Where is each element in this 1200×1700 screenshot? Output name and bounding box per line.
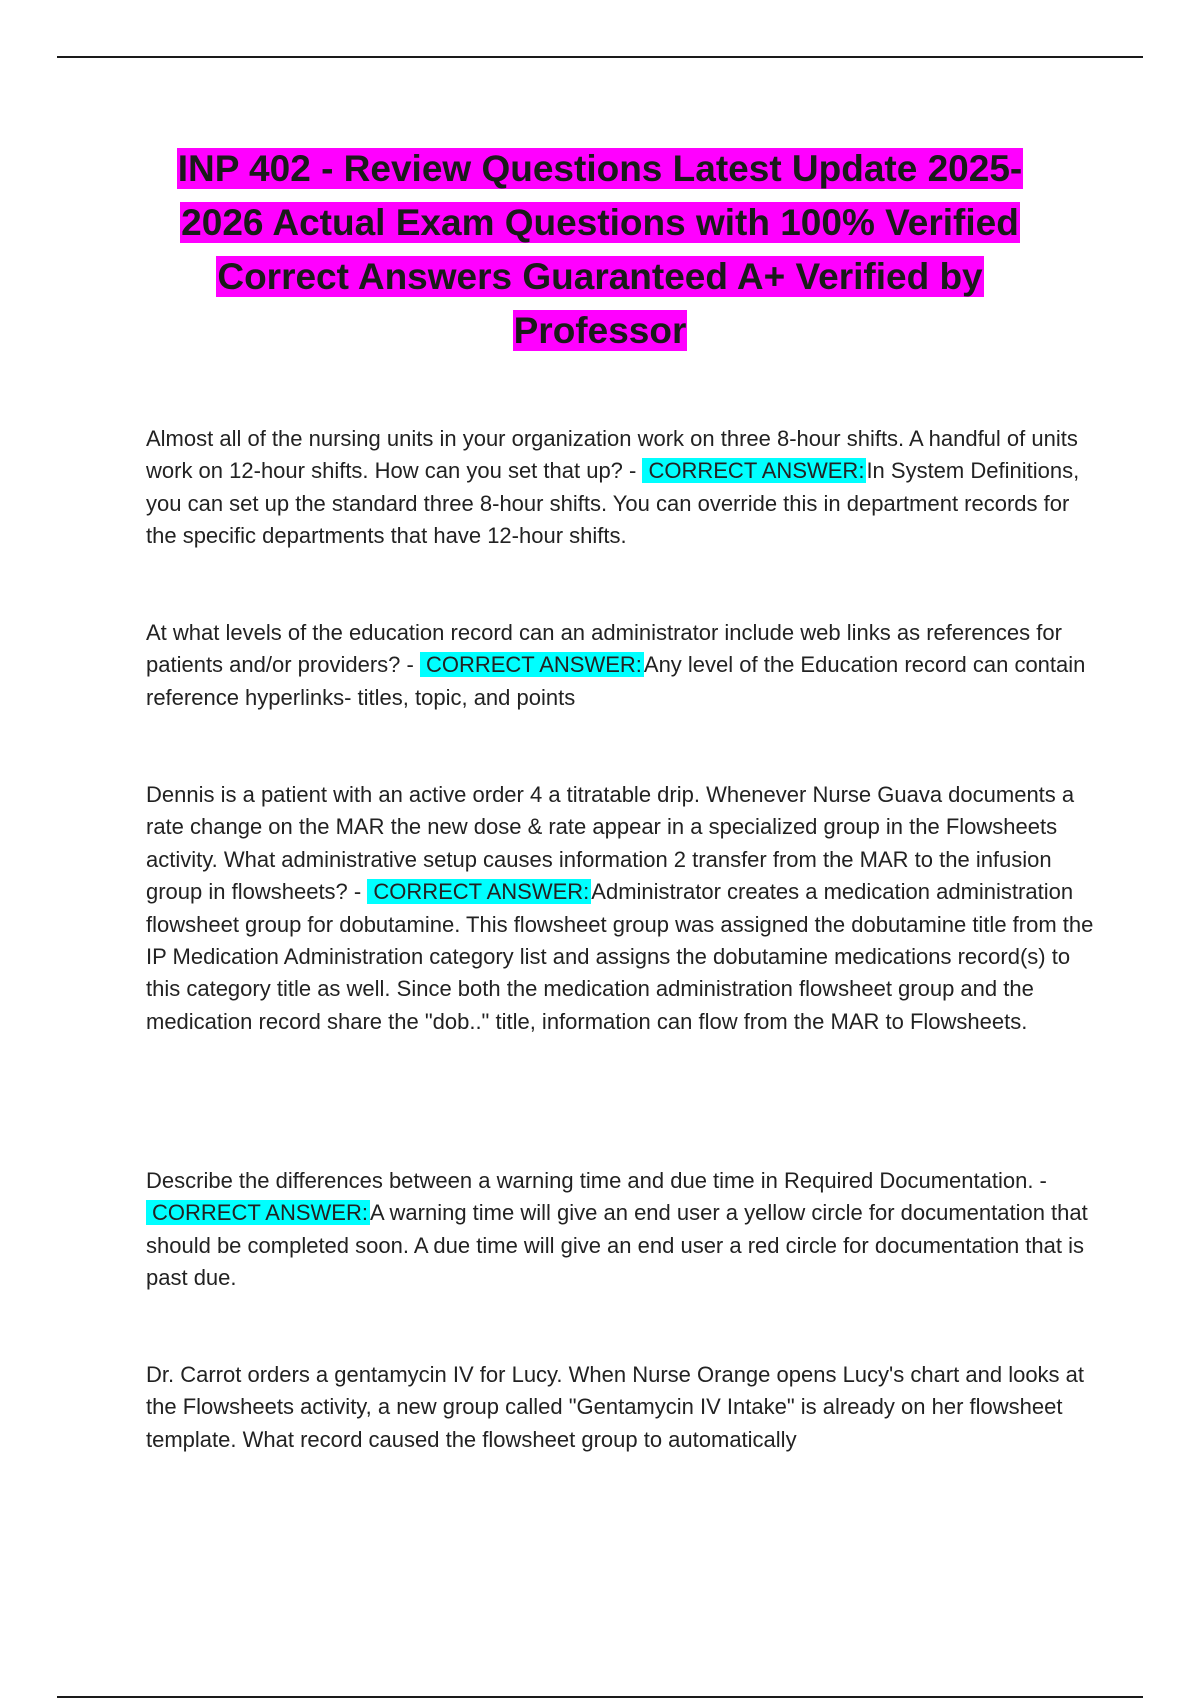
qa-item [146,1165,1096,1295]
answer-text: A warning time will give an end user a yellow circle for documentation that should be completed soon. A due time will give an end user a red circle for documentation that is past due. [146,1200,1088,1291]
page-top-rule [57,56,1143,58]
question-text: At what levels of the education record can an administrator include web links as references for patients and/or providers? - [146,620,1062,678]
page-bottom-rule [57,1696,1143,1698]
qa-item [146,779,1096,1038]
question-text: Describe the differences between a warning time and due time in Required Documentation. - [146,1168,1047,1193]
answer-text: Any level of the Education record can contain reference hyperlinks- titles, topic, and points [146,652,1086,710]
question-text: Almost all of the nursing units in your organization work on three 8-hour shifts. A handful of units work on 12-hour shifts. How can you set that up? - [146,426,1078,484]
qa-item [146,1359,1096,1456]
correct-answer-marker: CORRECT ANSWER: [367,879,591,904]
correct-answer-marker: CORRECT ANSWER: [420,652,644,677]
answer-text: Administrator creates a medication administration flowsheet group for dobutamine. This flowsheet group was assigned the dobutamine title from the IP Medication Administration category list and assigns the dobutamine medications record(s) to this category title as well. Since both the medication administration flowsheet group and the medication record share the "dob.." title, information can flow from the MAR to Flowsheets. [146,879,1094,1034]
answer-text: In System Definitions, you can set up the standard three 8-hour shifts. You can override this in department records for the specific departments that have 12-hour shifts. [146,458,1080,549]
document-title [140,142,1060,358]
question-text: Dr. Carrot orders a gentamycin IV for Lucy. When Nurse Orange opens Lucy's chart and looks at the Flowsheets activity, a new group called "Gentamycin IV Intake" is already on her flowsheet template. What record caused the flowsheet group to automatically [146,1362,1085,1452]
question-text: Dennis is a patient with an active order 4 a titratable drip. Whenever Nurse Guava documents a rate change on the MAR the new dose & rate appear in a specialized group in the Flowsheets activity. What administrative setup causes information 2 transfer from the MAR to the infusion group in flowsheets? - [146,782,1075,905]
qa-item [146,423,1096,553]
correct-answer-marker: CORRECT ANSWER: [146,1200,370,1225]
qa-item [146,617,1096,714]
correct-answer-marker: CORRECT ANSWER: [642,458,866,483]
title-text: INP 402 - Review Questions Latest Update 2025-2026 Actual Exam Questions with 100% Verified Correct Answers Guaranteed A+ Verified by Professor [177,148,1023,351]
